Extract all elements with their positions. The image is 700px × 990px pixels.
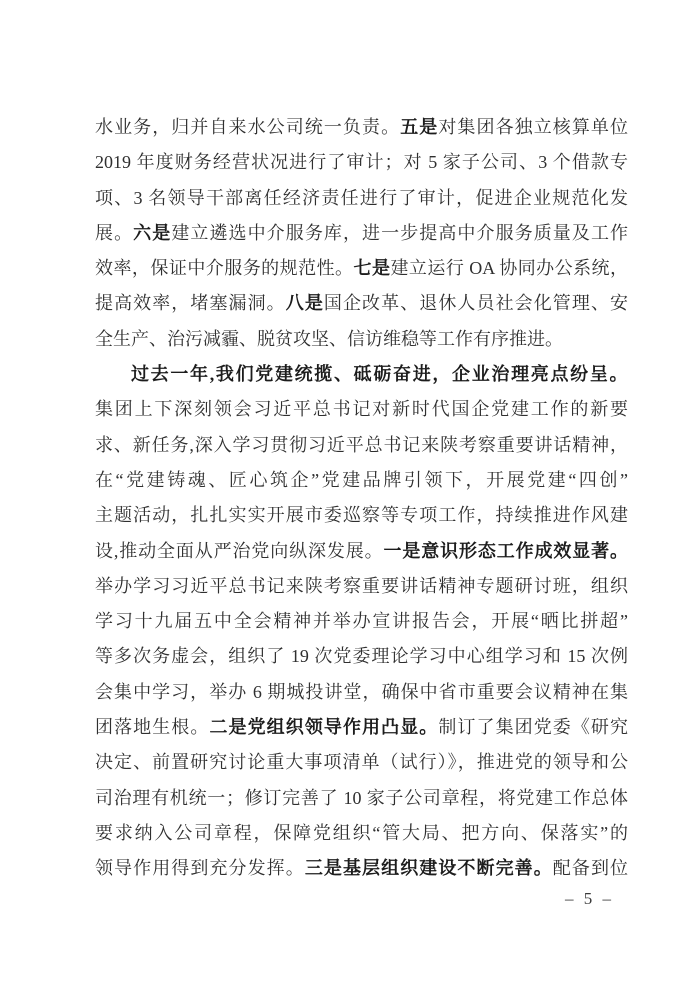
text-line	[95, 710, 628, 745]
body-text: 效率，保证中介服务的规范性。	[95, 258, 354, 279]
emphasis-text: 一是意识形态工作成效显著。	[383, 540, 628, 561]
body-text: 建立遴选中介服务库，进一步提高中介服务质量及工作	[171, 222, 628, 243]
body-text: 在“党建铸魂、匠心筑企”党建品牌引领下，开展党建“四创”	[95, 469, 628, 490]
text-line	[95, 181, 628, 216]
body-text: 制订了集团党委《研究	[438, 717, 628, 738]
body-text: 等多次务虚会，组织了 19 次党委理论学习中心组学习和 15 次例	[95, 646, 628, 667]
text-line	[95, 145, 628, 180]
body-text: 展。	[95, 222, 134, 243]
body-text: 会集中学习，举办 6 期城投讲堂，确保中省市重要会议精神在集	[95, 681, 628, 702]
body-text: 主题活动，扎扎实实开展市委巡察等专项工作，持续推进作风建	[95, 505, 628, 526]
text-line	[95, 534, 628, 569]
body-text: 建立运行 OA 协同办公系统，	[390, 258, 628, 279]
page-number: – 5 –	[565, 889, 614, 908]
body-text: 项、3 名领导干部离任经济责任进行了审计，促进企业规范化发	[95, 187, 628, 208]
body-text: 国企改革、退休人员社会化管理、安	[323, 293, 628, 314]
text-line	[95, 392, 628, 427]
body-text: 对集团各独立核算单位	[438, 117, 628, 137]
body-text: 领导作用得到充分发挥。	[95, 858, 305, 879]
text-line	[95, 604, 628, 639]
text-line	[95, 569, 628, 604]
body-text: 配备到位	[552, 858, 628, 879]
body-text: 团落地生根。	[95, 717, 210, 738]
body-text: 学习十九届五中全会精神并举办宣讲报告会，开展“晒比拼超”	[95, 611, 628, 632]
text-line	[95, 639, 628, 674]
body-text: 全生产、治污减霾、脱贫攻坚、信访维稳等工作有序推进。	[95, 328, 563, 349]
emphasis-text: 过去一年,我们党建统揽、砥砺奋进，企业治理亮点纷呈。	[131, 364, 628, 385]
text-line	[95, 357, 628, 392]
text-line	[95, 851, 628, 886]
body-text: 设,推动全面从严治党向纵深发展。	[95, 540, 384, 561]
text-line	[95, 216, 628, 251]
body-text: 决定、前置研究讨论重大事项清单（试行）》，推进党的领导和公	[95, 752, 628, 773]
body-text: 要求纳入公司章程，保障党组织“管大局、把方向、保落实”的	[95, 822, 628, 843]
body-text: 求、新任务,深入学习贯彻习近平总书记来陕考察重要讲话精神，	[95, 434, 628, 455]
text-line	[95, 498, 628, 533]
body-text: 2019 年度财务经营状况进行了审计；对 5 家子公司、3 个借款专	[95, 152, 628, 173]
body-text: 集团上下深刻领会习近平总书记对新时代国企党建工作的新要	[95, 399, 628, 420]
text-line	[95, 286, 628, 321]
text-line	[95, 675, 628, 710]
text-line	[95, 463, 628, 498]
text-line	[95, 110, 628, 145]
body-text: 举办学习习近平总书记来陕考察重要讲话精神专题研讨班，组织	[95, 575, 628, 596]
emphasis-text: 七是	[353, 258, 391, 279]
text-line	[95, 745, 628, 780]
emphasis-text: 六是	[133, 222, 172, 243]
body-text: 提高效率，堵塞漏洞。	[95, 293, 286, 314]
document-body	[95, 110, 628, 887]
emphasis-text: 八是	[285, 293, 324, 314]
body-text: 司治理有机统一；修订完善了 10 家子公司章程，将党建工作总体	[95, 787, 628, 808]
text-line	[95, 428, 628, 463]
text-line	[95, 251, 628, 286]
text-line	[95, 781, 628, 816]
emphasis-text: 五是	[400, 117, 439, 137]
emphasis-text: 三是基层组织建设不断完善。	[304, 858, 553, 879]
text-line	[95, 322, 628, 357]
body-text: 水业务，归并自来水公司统一负责。	[95, 117, 401, 137]
emphasis-text: 二是党组织领导作用凸显。	[209, 717, 439, 738]
text-line	[95, 816, 628, 851]
